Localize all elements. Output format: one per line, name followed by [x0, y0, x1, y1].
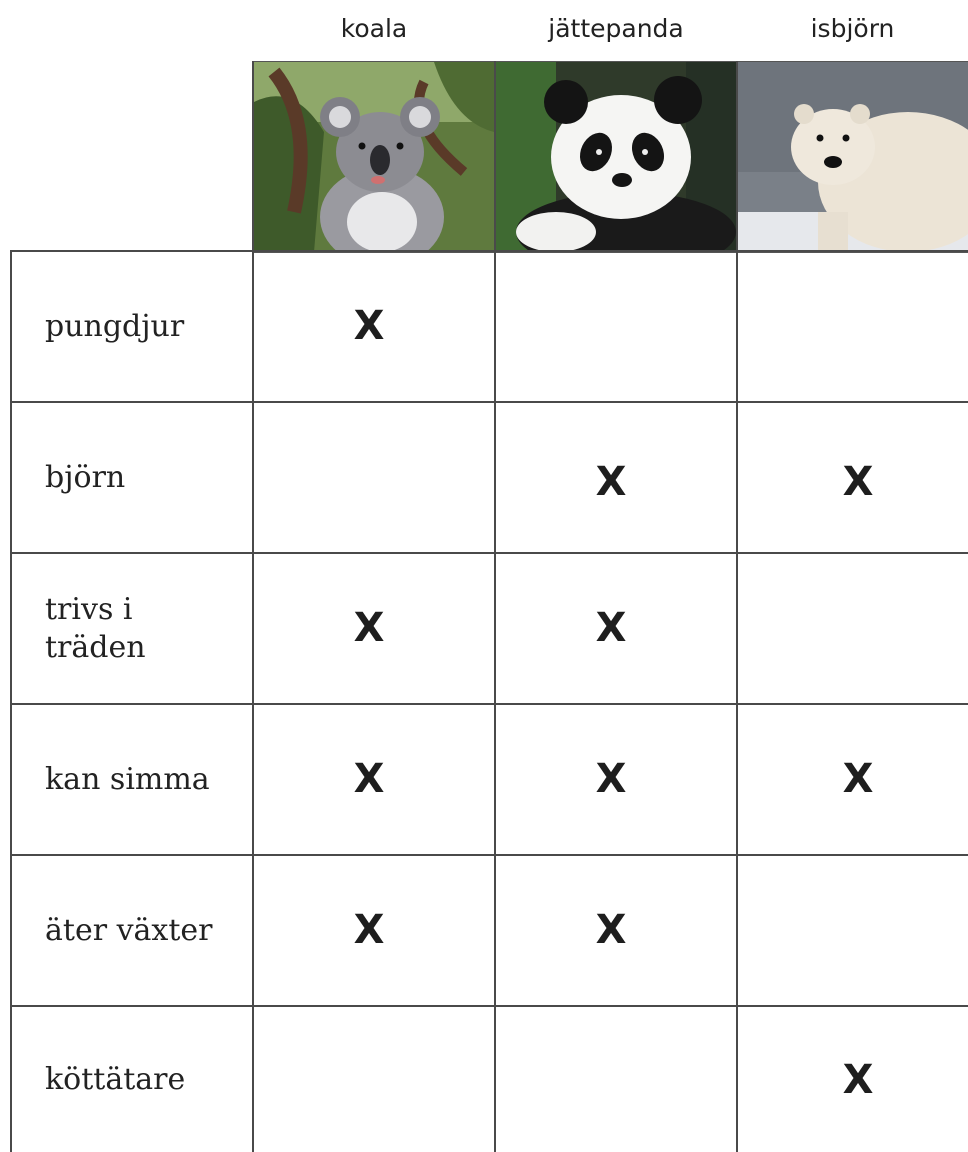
mark-cell: X — [842, 459, 874, 505]
mark-cell — [828, 296, 888, 356]
mark-cell: X — [595, 459, 627, 505]
grid-line — [252, 61, 254, 1152]
column-header-jattepanda: jättepanda — [548, 13, 684, 43]
row-label-pungdjur: pungdjur — [45, 308, 185, 344]
mark-cell: X — [842, 756, 874, 802]
mark-cell: X — [595, 756, 627, 802]
mark-cell: X — [595, 907, 627, 953]
mark-cell — [828, 900, 888, 960]
row-label-trivs-i-traden: trivs i träden — [45, 591, 146, 665]
mark-cell — [339, 1050, 399, 1110]
mark-cell: X — [353, 756, 385, 802]
row-label-kottatare: köttätare — [45, 1061, 186, 1097]
row-label-bjorn: björn — [45, 459, 126, 495]
row-label-ater-vaxter: äter växter — [45, 912, 213, 948]
grid-line — [10, 250, 12, 1152]
mark-cell — [828, 598, 888, 658]
grid-line — [494, 61, 496, 1152]
mark-cell — [339, 452, 399, 512]
column-header-isbjorn: isbjörn — [810, 13, 895, 43]
giant-panda-photo — [495, 61, 737, 253]
grid-line — [736, 61, 738, 1152]
mark-cell — [581, 296, 641, 356]
mark-cell: X — [353, 605, 385, 651]
mark-cell: X — [595, 605, 627, 651]
koala-photo — [253, 61, 495, 253]
mark-cell — [581, 1050, 641, 1110]
column-header-koala: koala — [340, 13, 408, 43]
mark-cell: X — [353, 907, 385, 953]
polar-bear-photo — [737, 61, 968, 253]
mark-cell: X — [842, 1057, 874, 1103]
row-label-kan-simma: kan simma — [45, 761, 210, 797]
mark-cell: X — [353, 303, 385, 349]
